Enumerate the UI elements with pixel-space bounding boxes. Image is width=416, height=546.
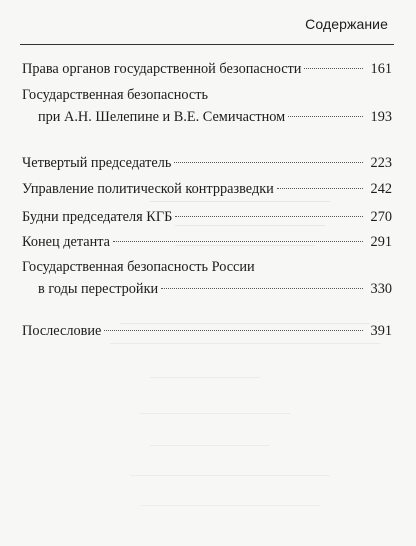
toc-entry-title: Государственная безопасность (22, 87, 209, 103)
toc-page-number: 330 (370, 281, 392, 297)
toc-entry-title: Четвертый председатель (22, 155, 172, 171)
dot-leader (175, 216, 363, 217)
toc-entry-title-continued: при А.Н. Шелепине и В.Е. Семичастном (38, 109, 286, 125)
toc-entry[interactable] (22, 231, 392, 253)
dot-leader (113, 241, 363, 242)
dot-leader (288, 116, 363, 117)
toc-entry[interactable] (22, 58, 392, 80)
dot-leader (304, 68, 363, 69)
toc-entry[interactable] (22, 84, 392, 128)
toc-page-number: 270 (370, 209, 392, 225)
toc-page-number: 161 (370, 61, 392, 77)
toc-entry-title: Будни председателя КГБ (22, 209, 173, 225)
toc-page-number: 242 (370, 181, 392, 197)
toc-entry-title: Конец детанта (22, 234, 111, 250)
dot-leader (277, 188, 363, 189)
header-rule (20, 44, 394, 45)
dot-leader (174, 162, 363, 163)
toc-entry-title: Послесловие (22, 323, 102, 339)
toc-entry-title: Управление политической контрразведки (22, 181, 274, 197)
toc-page-number: 223 (370, 155, 392, 171)
toc-entry-title: Права органов государственной безопасности (22, 61, 302, 77)
toc-entry[interactable] (22, 320, 392, 342)
toc-page-number: 291 (370, 234, 392, 250)
running-header-title: Содержание (305, 16, 388, 32)
toc-entry-title: Государственная безопасность России (22, 259, 255, 275)
toc-entry[interactable] (22, 256, 392, 300)
dot-leader (104, 330, 363, 331)
dot-leader (161, 288, 363, 289)
toc-entry[interactable] (22, 178, 392, 200)
toc-entry-title-continued: в годы перестройки (38, 281, 159, 297)
toc-page-number: 193 (370, 109, 392, 125)
toc-entry[interactable] (22, 206, 392, 228)
toc-page-number: 391 (370, 323, 392, 339)
toc-entry[interactable] (22, 152, 392, 174)
